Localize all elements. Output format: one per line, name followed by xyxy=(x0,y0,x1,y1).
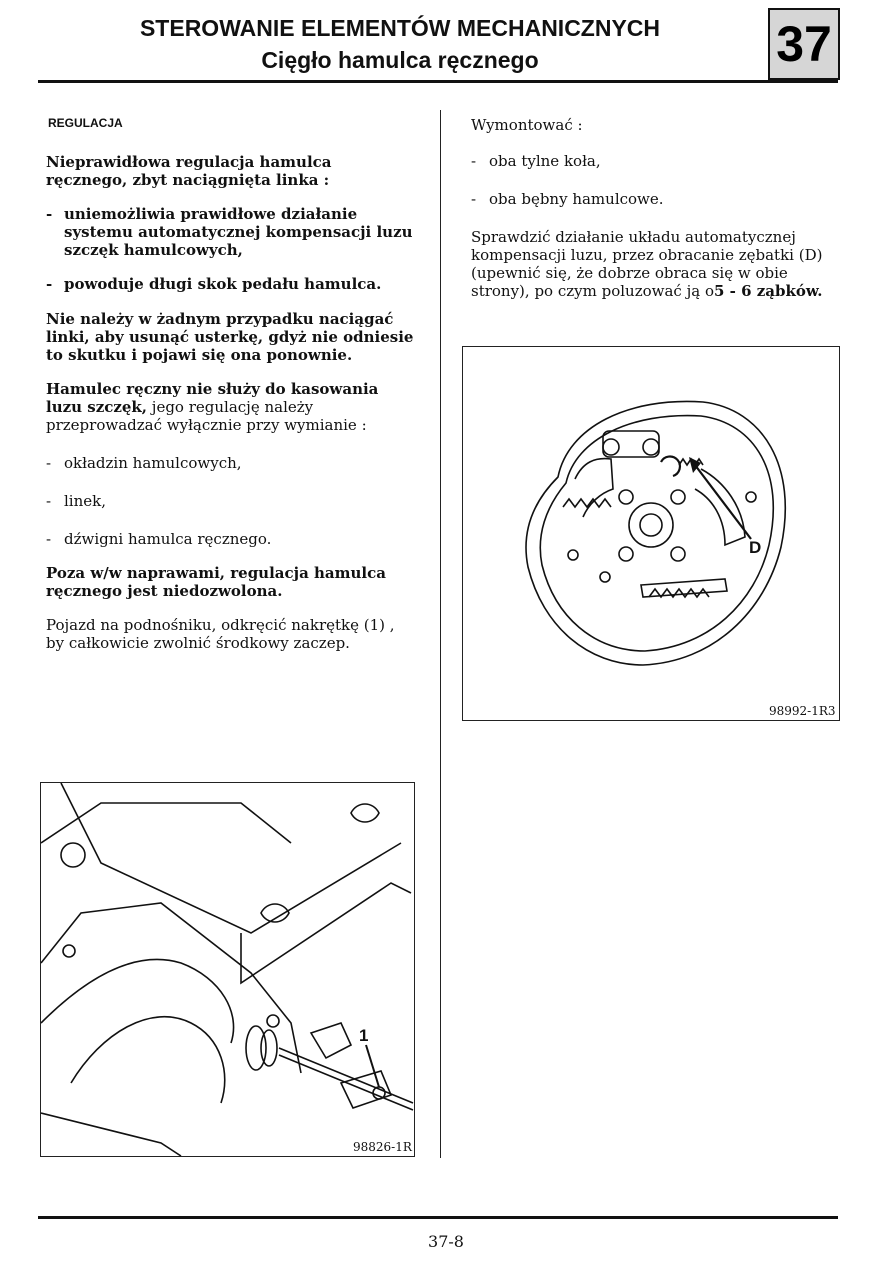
title-line-2: Cięgło hamulca ręcznego xyxy=(261,47,539,73)
paragraph-procedure: Pojazd na podnośniku, odkręcić nakrętkę (1) , by całkowicie zwolnić środkowy zaczep. xyxy=(46,616,395,652)
list-item: - powoduje długi skok pedału hamulca. xyxy=(46,275,382,293)
right-text-block xyxy=(471,116,841,300)
chapter-badge: 37 xyxy=(768,8,840,80)
brake-assembly-illustration xyxy=(463,347,839,720)
underbody-illustration xyxy=(41,783,414,1156)
column-divider xyxy=(440,110,441,1158)
figure-brake-assembly xyxy=(462,346,840,721)
paragraph-check-compensation: Sprawdzić działanie układu automatycznej kompensacji luzu, przez obracanie zębatki (D) (upewnić się, że dobrze obraca się w obie strony), po czym poluzować ją o5 - 6 ząbków. xyxy=(471,228,823,300)
section-heading: REGULACJA xyxy=(48,116,123,130)
title-line-1: STEROWANIE ELEMENTÓW MECHANICZNYCH xyxy=(139,15,661,41)
list-item: - oba bębny hamulcowe. xyxy=(471,190,664,208)
paragraph-warning: Nie należy w żadnym przypadku naciągać linki, aby usunąć usterkę, gdyż nie odniesie to skutku i pojawi się ona ponownie. xyxy=(46,310,414,364)
list-item: - okładzin hamulcowych, xyxy=(46,454,242,472)
figure-2-reference: 98826-1R xyxy=(353,1140,412,1154)
callout-d: D xyxy=(749,538,762,557)
list-item: - uniemożliwia prawidłowe działanie systemu automatycznej kompensacji luzu szczęk hamulcowych, xyxy=(46,205,413,259)
paragraph-handbrake-note: Hamulec ręczny nie służy do kasowania luzu szczęk, jego regulację należy przeprowadzać wyłącznie przy wymianie : xyxy=(46,380,379,434)
paragraph-remove: Wymontować : xyxy=(471,116,583,134)
figure-underbody xyxy=(40,782,415,1157)
left-text-block-1 xyxy=(46,153,416,652)
paragraph-incorrect-adjustment: Nieprawidłowa regulacja hamulca ręcznego, zbyt naciągnięta linka : xyxy=(46,153,332,189)
callout-1: 1 xyxy=(359,1026,369,1045)
page-number: 37-8 xyxy=(428,1232,464,1251)
footer-rule xyxy=(38,1216,838,1219)
header-rule xyxy=(38,80,838,83)
list-item: - oba tylne koła, xyxy=(471,152,601,170)
paragraph-prohibited: Poza w/w naprawami, regulacja hamulca ręcznego jest niedozwolona. xyxy=(46,564,386,600)
list-item: - linek, xyxy=(46,492,106,510)
figure-1-reference: 98992-1R3 xyxy=(769,704,836,718)
list-item: - dźwigni hamulca ręcznego. xyxy=(46,530,272,548)
page-header-title xyxy=(40,12,760,76)
